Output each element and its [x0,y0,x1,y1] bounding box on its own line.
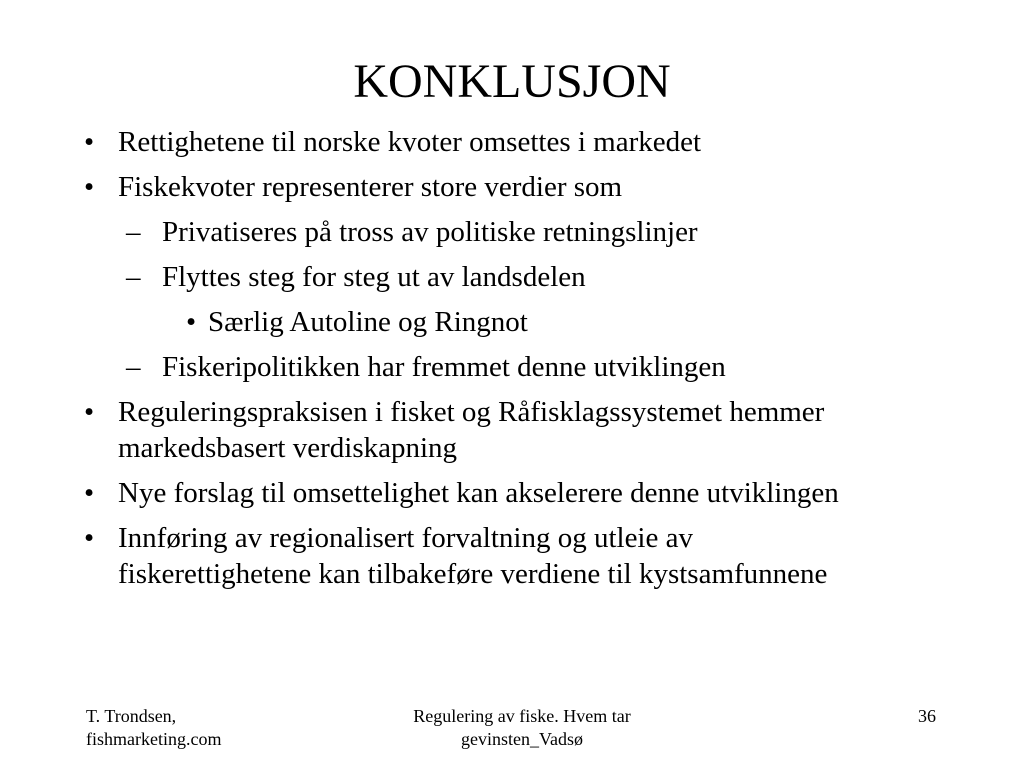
sub-bullet-item [84,259,884,295]
bullet-text: Fiskekvoter representerer store verdier som [118,171,623,203]
footer-author-site: fishmarketing.com [86,729,222,749]
bullet-text: Rettighetene til norske kvoter omsettes i markedet [118,126,702,158]
footer-title-line2: gevinsten_Vadsø [461,729,583,749]
bullet-marker: • [186,306,197,338]
bullet-text: Særlig Autoline og Ringnot [208,306,528,338]
bullet-text: Reguleringspraksisen i fisket og Råfisklagssystemet hemmer markedsbasert verdiskapning [118,396,825,464]
sub-bullet-item [84,214,884,250]
bullet-item [84,475,884,511]
footer-author-name: T. Trondsen, [86,706,177,726]
footer-title-line1: Regulering av fiske. Hvem tar [413,706,631,726]
dash-marker: – [126,216,141,248]
bullet-text: Nye forslag til omsettelighet kan akselerere denne utviklingen [118,477,839,509]
bullet-text: Innføring av regionalisert forvaltning og utleie av fiskerettighetene kan tilbakeføre verdiene til kystsamfunnene [118,522,828,590]
bullet-marker: • [84,126,95,158]
bullet-list [84,124,884,601]
bullet-text: Flyttes steg for steg ut av landsdelen [162,261,586,293]
bullet-marker: • [84,477,95,509]
bullet-item [84,124,884,160]
sub-bullet-item [84,349,884,385]
dash-marker: – [126,261,141,293]
bullet-marker: • [84,171,95,203]
bullet-item [84,169,884,205]
sub-sub-bullet-item [84,304,884,340]
bullet-marker: • [84,522,95,554]
footer-presentation-title [362,705,682,751]
bullet-marker: • [84,396,95,428]
bullet-item [84,394,884,466]
bullet-text: Privatiseres på tross av politiske retningslinjer [162,216,698,248]
bullet-item [84,520,884,592]
slide-title: KONKLUSJON [353,55,671,108]
footer-author [86,705,326,751]
bullet-text: Fiskeripolitikken har fremmet denne utviklingen [162,351,726,383]
dash-marker: – [126,351,141,383]
page-number: 36 [918,706,936,726]
